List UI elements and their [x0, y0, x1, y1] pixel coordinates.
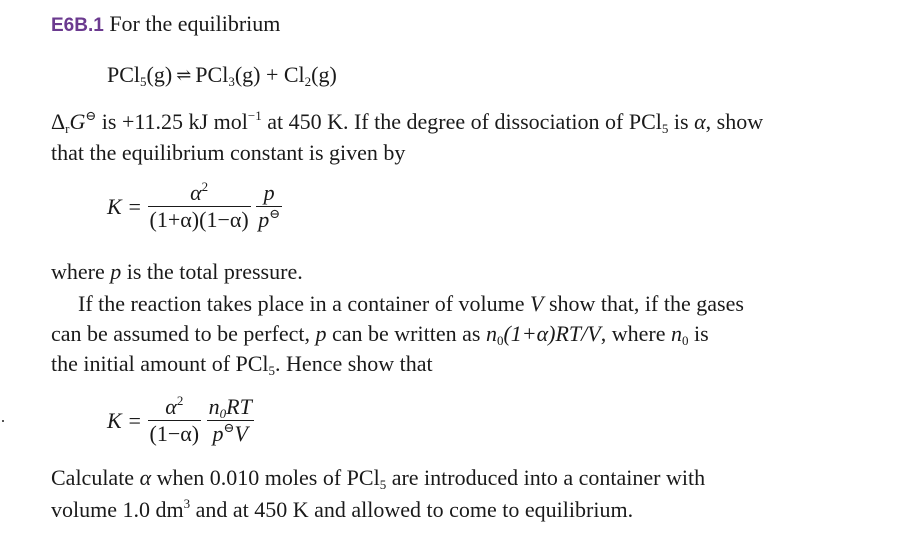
- paragraph-line: [51, 496, 633, 524]
- subscript: 5: [268, 363, 276, 378]
- amount-symbol: n: [208, 394, 220, 419]
- product1-state: (g) + Cl: [234, 62, 305, 87]
- paragraph-line: [51, 258, 303, 286]
- pressure-symbol: p: [110, 259, 122, 284]
- text-span: is the total pressure.: [121, 259, 303, 284]
- paragraph-line: [51, 350, 433, 378]
- standard-symbol: ⊖: [269, 206, 281, 221]
- product1-formula: PCl: [195, 62, 229, 87]
- fraction: [148, 394, 202, 447]
- exercise-intro: For the equilibrium: [109, 11, 281, 36]
- text-span: volume 1.0 dm: [51, 497, 184, 522]
- product2-state: (g): [311, 62, 337, 87]
- text-span: is +11.25 kJ mol: [96, 109, 248, 134]
- denominator-text: (1+α)(1−α): [149, 207, 249, 232]
- numerator: [148, 394, 202, 420]
- equation-lhs: K =: [107, 407, 143, 433]
- text-span: , show: [705, 109, 764, 134]
- superscript: −1: [247, 108, 262, 123]
- denominator: [148, 420, 202, 447]
- subscript: 0: [219, 406, 227, 421]
- reaction-subscript: r: [65, 121, 70, 136]
- pressure-symbol: p: [212, 421, 224, 446]
- denominator: [148, 206, 251, 233]
- equation-2: [107, 394, 254, 447]
- fraction: [207, 394, 254, 447]
- denominator: [256, 206, 282, 233]
- superscript: 2: [176, 393, 184, 408]
- text-span: are introduced into a container with: [386, 465, 706, 490]
- subscript: 5: [661, 121, 669, 136]
- paragraph-line: [78, 290, 744, 318]
- alpha-symbol: α: [190, 180, 202, 205]
- paragraph-line: [51, 320, 709, 348]
- exercise-id: E6B.1: [51, 15, 104, 36]
- alpha-symbol: α: [694, 109, 706, 134]
- expression: (1+α)RT/V: [503, 321, 601, 346]
- superscript: 2: [201, 179, 209, 194]
- numerator-text: RT: [226, 394, 252, 419]
- pressure-symbol: p: [263, 180, 275, 205]
- text-span: is: [668, 109, 695, 134]
- margin-dot: [2, 420, 4, 422]
- gibbs-symbol: G: [69, 109, 86, 134]
- paragraph-line: [51, 139, 405, 167]
- subscript: 0: [496, 333, 504, 348]
- standard-symbol: ⊖: [85, 108, 97, 123]
- numerator: [256, 180, 282, 206]
- product1-subscript: 3: [228, 74, 235, 89]
- text-span: can be written as: [326, 321, 486, 346]
- standard-symbol: ⊖: [223, 420, 235, 435]
- subscript: 0: [681, 333, 689, 348]
- numerator: [148, 180, 251, 206]
- pressure-symbol: p: [258, 207, 270, 232]
- text-span: Calculate: [51, 465, 140, 490]
- text-span: that the equilibrium constant is given by: [51, 140, 406, 165]
- paragraph-line: [51, 108, 763, 136]
- alpha-symbol: α: [139, 465, 152, 490]
- text-span: the initial amount of PCl: [51, 351, 269, 376]
- denominator-text: (1−α): [149, 421, 200, 446]
- text-span: , where: [600, 321, 671, 346]
- alpha-symbol: α: [165, 394, 177, 419]
- text-span: If the reaction takes place in a container of volume: [78, 291, 531, 316]
- text-span: when 0.010 moles of PCl: [151, 465, 380, 490]
- reaction-equation: [107, 62, 337, 88]
- reactant-formula: PCl: [107, 62, 141, 87]
- fraction: [148, 180, 251, 233]
- text-span: and at 450 K and allowed to come to equilibrium.: [190, 497, 634, 522]
- amount-symbol: n: [485, 321, 497, 346]
- text-span: where: [51, 259, 111, 284]
- volume-symbol: V: [234, 421, 248, 446]
- numerator: [207, 394, 254, 420]
- denominator: [207, 420, 254, 447]
- equation-lhs: K =: [107, 193, 143, 219]
- text-span: at 450 K. If the degree of dissociation of PCl: [261, 109, 662, 134]
- text-span: can be assumed to be perfect,: [51, 321, 316, 346]
- amount-symbol: n: [670, 321, 682, 346]
- fraction: [256, 180, 282, 233]
- superscript: 3: [183, 496, 191, 511]
- reactant-state: (g): [146, 62, 173, 87]
- product2-subscript: 2: [304, 74, 312, 89]
- volume-symbol: V: [530, 291, 544, 316]
- paragraph-line: [51, 464, 705, 492]
- delta-symbol: Δ: [51, 109, 66, 134]
- reactant-subscript: 5: [140, 74, 147, 89]
- subscript: 5: [379, 477, 387, 492]
- pressure-symbol: p: [315, 321, 327, 346]
- text-span: . Hence show that: [275, 351, 433, 376]
- equation-1: [107, 180, 282, 233]
- exercise-heading: [51, 10, 280, 40]
- text-span: is: [688, 321, 709, 346]
- equilibrium-arrow: ⇌: [176, 65, 192, 85]
- text-span: show that, if the gases: [543, 291, 744, 316]
